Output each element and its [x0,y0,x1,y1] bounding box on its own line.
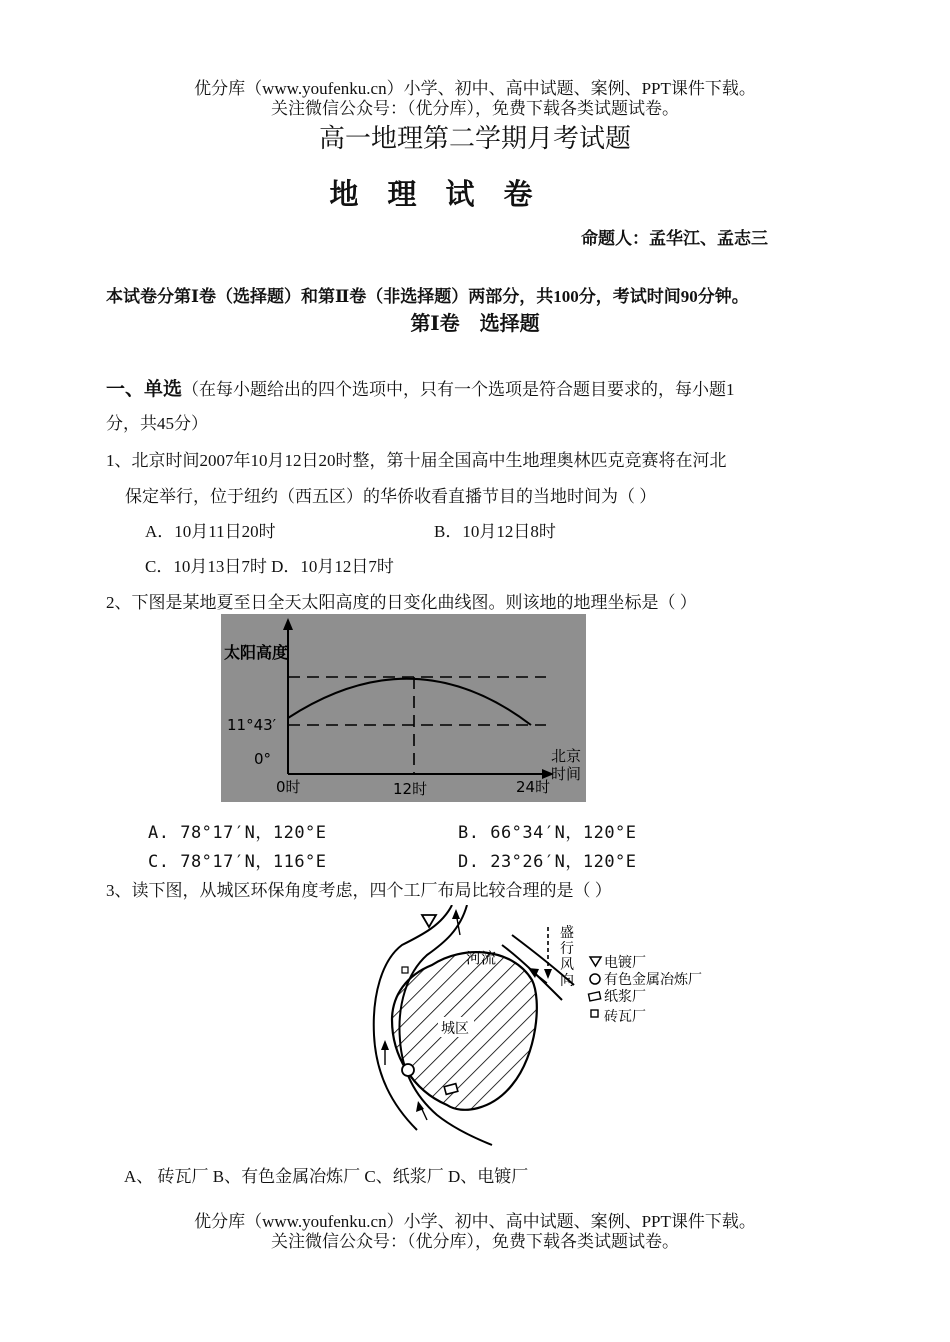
wind-label-2: 行 [560,941,574,957]
q2-option-c: C. 78°17′N，116°E [148,852,327,872]
q1-option-b: B．10月12日8时 [434,522,556,541]
x-tick-0: 0时 [276,778,301,796]
legend-pulp: 纸浆厂 [604,989,646,1005]
x-axis-label-2: 时间 [551,765,582,783]
sun-altitude-curve [288,679,531,725]
wind-label-4: 向 [560,973,574,989]
footer-line-1: 优分库（www.youfenku.cn）小学、初中、高中试题、案例、PPT课件下载。 [194,1212,756,1231]
q1-line-2: 保定举行，位于纽约（西五区）的华侨收看直播节目的当地时间为（ ） [125,487,657,506]
x-tick-12: 12时 [393,780,428,798]
legend-electroplating-icon [590,957,601,966]
q1-option-cd: C．10月13日7时 D．10月12日7时 [145,557,394,576]
legend-electroplating: 电镀厂 [604,955,646,971]
section1-desc-2: 分，共45分） [106,414,208,433]
sun-altitude-chart [221,614,586,802]
y-axis-label: 太阳高度 [224,643,289,662]
flow-arrow-left-head [381,1040,389,1050]
header-line-1: 优分库（www.youfenku.cn）小学、初中、高中试题、案例、PPT课件下载。 [194,79,756,98]
q3-stem: 3、读下图，从城区环保角度考虑，四个工厂布局比较合理的是（ ） [106,881,612,900]
city-label: 城区 [441,1021,469,1037]
legend-smelter-icon [590,974,600,984]
q2-stem: 2、下图是某地夏至日全天太阳高度的日变化曲线图。则该地的地理坐标是（ ） [106,593,697,612]
y-tick-zero: 0° [254,750,272,768]
paper-subtitle: 地 理 试 卷 [329,179,533,211]
q1-line-1: 1、北京时间2007年10月12日20时整，第十届全国高中生地理奥林匹克竞赛将在河北 [106,451,727,470]
sun-altitude-svg [221,614,586,802]
intro-text: 本试卷分第Ⅰ卷（选择题）和第Ⅱ卷（非选择题）两部分，共100分，考试时间90分钟。 [106,287,749,306]
part1-title: 第Ⅰ卷 选择题 [410,313,540,335]
q3-options: A、 砖瓦厂 B、有色金属冶炼厂 C、纸浆厂 D、电镀厂 [124,1167,529,1186]
city-factory-map [352,905,712,1150]
wind-arrow-head [544,969,552,979]
city-map-svg [352,905,712,1150]
x-tick-24: 24时 [516,778,551,796]
section1-label: 一、单选 [106,379,183,400]
q2-option-a: A. 78°17′N，120°E [148,823,327,843]
wind-label-3: 风 [560,957,574,973]
section1-desc: （在每小题给出的四个选项中，只有一个选项是符合题目要求的，每小题1 [182,380,735,399]
legend-pulp-icon [588,992,600,1001]
section1-heading [106,374,735,401]
legend-brick: 砖瓦厂 [604,1009,646,1025]
author-line: 命题人：孟华江、孟志三 [581,229,768,248]
y-tick-min: 11°43′ [227,716,277,734]
footer-line-2: 关注微信公众号：（优分库），免费下载各类试题试卷。 [271,1232,679,1251]
legend-smelter: 有色金属冶炼厂 [604,972,702,988]
brick-factory-symbol [402,967,408,973]
header-line-2: 关注微信公众号：（优分库），免费下载各类试题试卷。 [271,99,679,118]
q2-option-d: D. 23°26′N，120°E [458,852,637,872]
smelter-factory-symbol [402,1064,414,1076]
legend-brick-icon [591,1010,598,1017]
page-title: 高一地理第二学期月考试题 [318,124,631,153]
q1-option-a: A．10月11日20时 [145,522,276,541]
wind-label-1: 盛 [560,925,574,941]
y-axis-arrow [283,618,293,630]
river-label: 河流 [466,949,497,967]
flow-arrow-top-head [452,909,460,919]
x-axis-label-1: 北京 [551,747,582,765]
q2-option-b: B. 66°34′N，120°E [458,823,637,843]
